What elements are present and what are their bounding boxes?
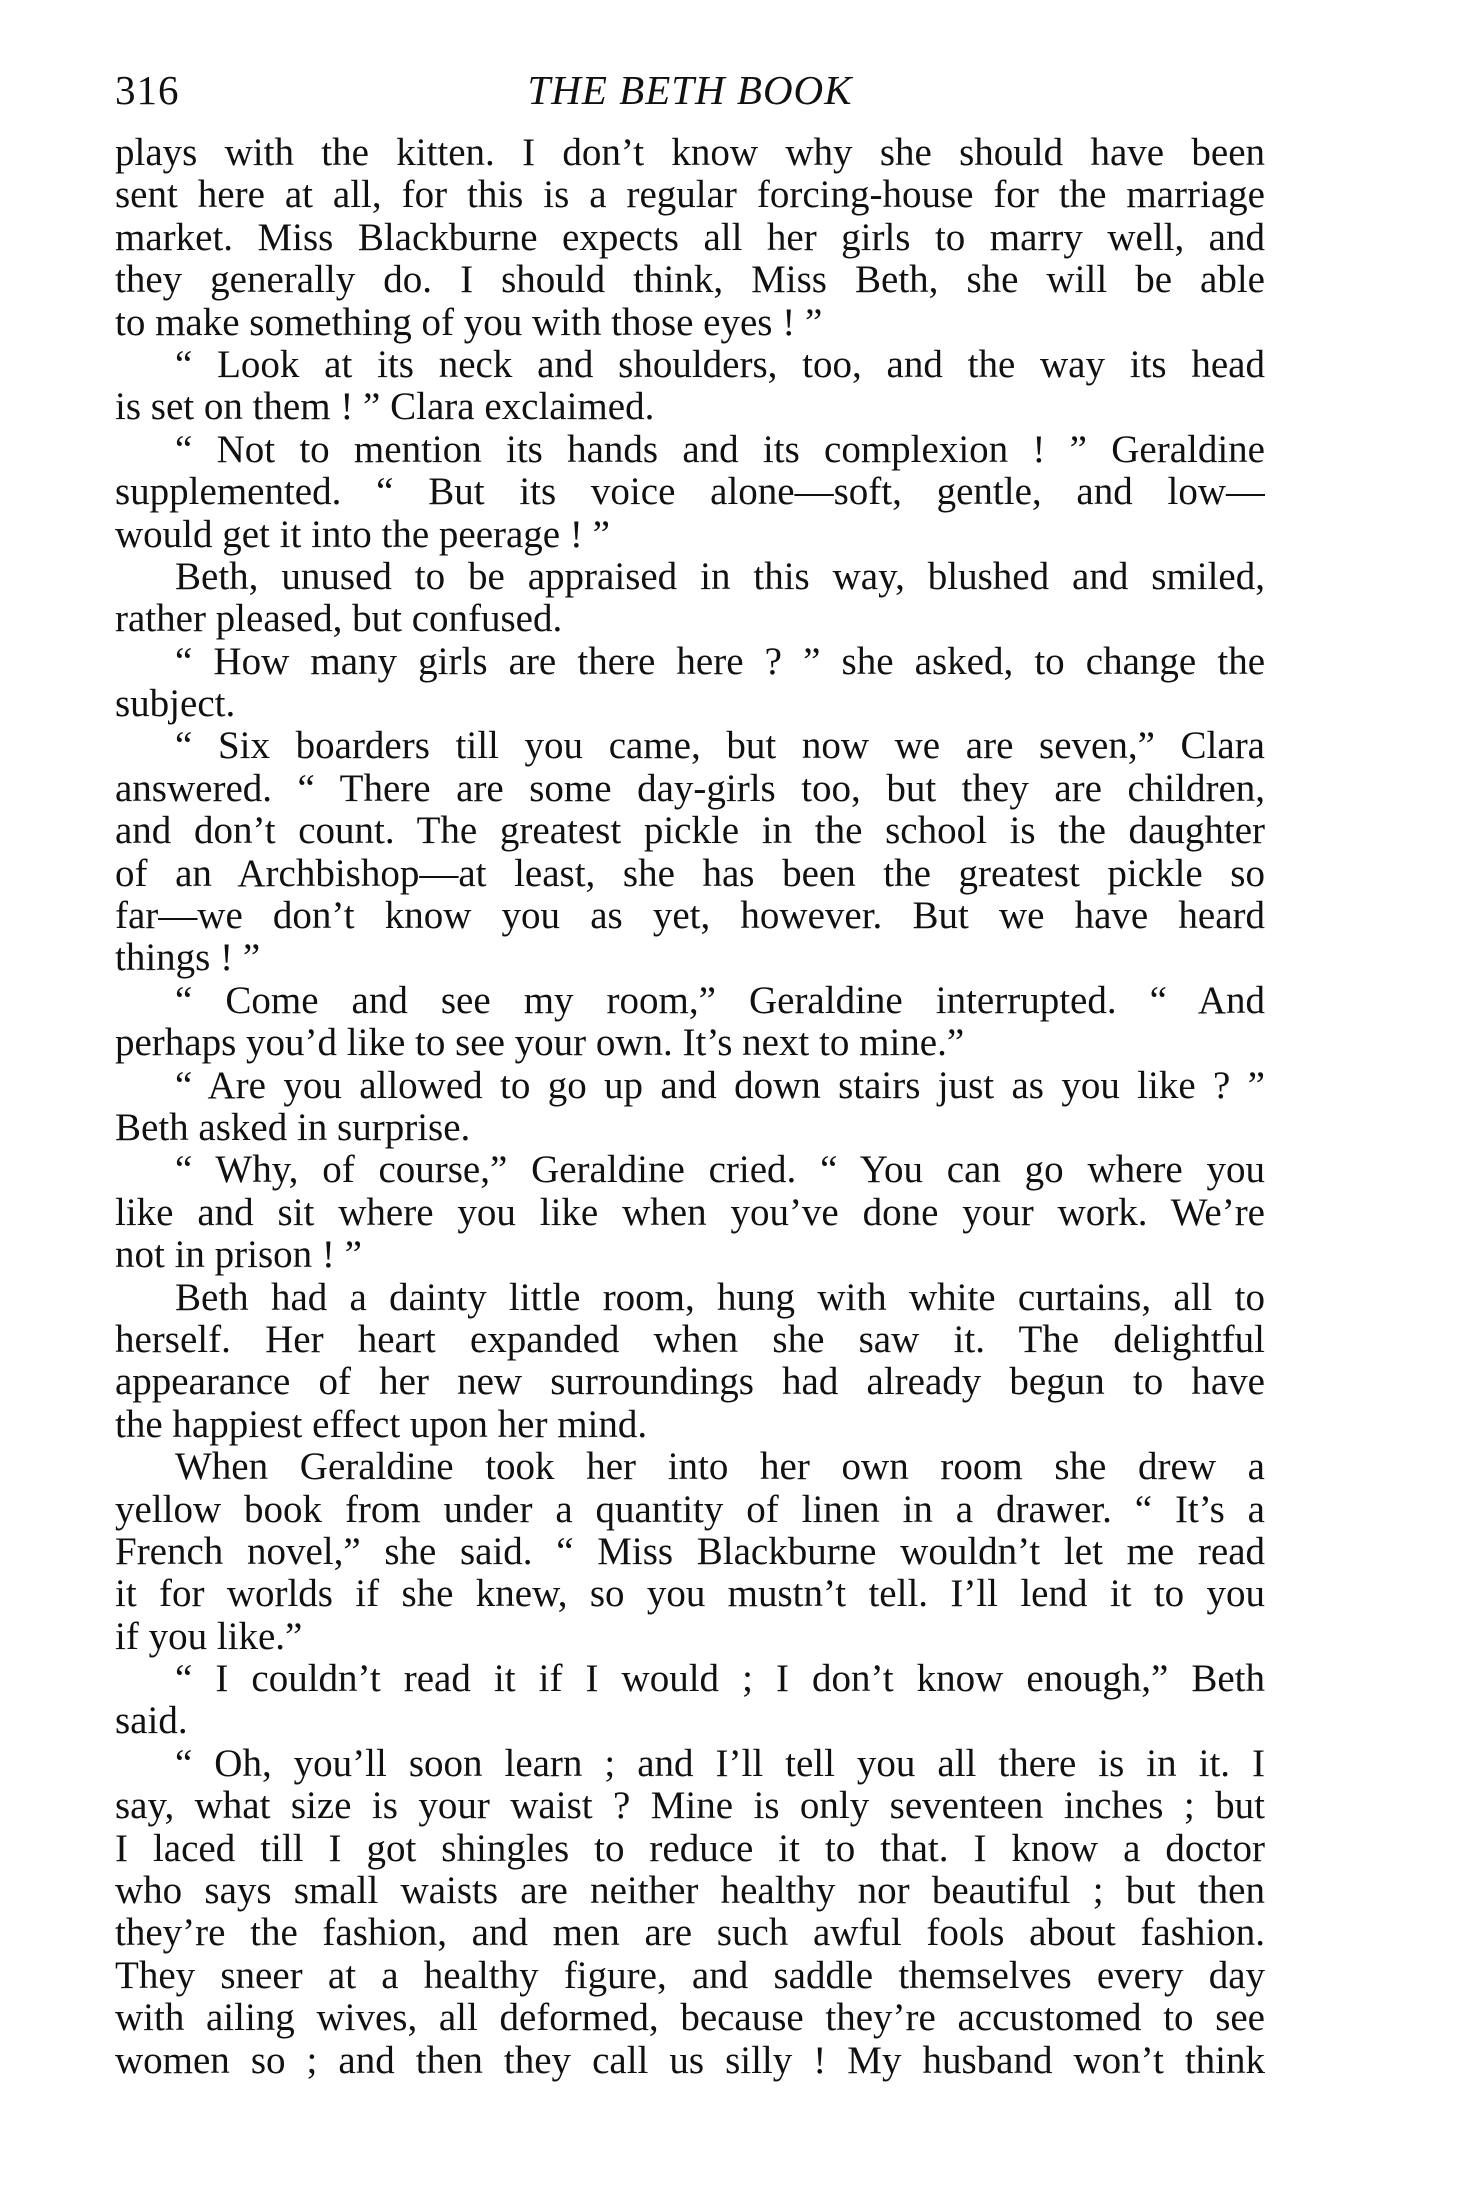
text-line: not in prison ! ” (115, 1234, 362, 1277)
text-line: “ Come and see my room,” Geraldine interrupted. “ And (175, 979, 1265, 1022)
text-line: “ Oh, you’ll soon learn ; and I’ll tell you all there is in it. I (175, 1742, 1265, 1785)
text-line: answered. “ There are some day-girls too, but they are children, (115, 767, 1265, 810)
running-title: THE BETH BOOK (527, 67, 853, 113)
text-line: if you like.” (115, 1615, 303, 1658)
text-line: and don’t count. The greatest pickle in the school is the daughter (115, 810, 1265, 853)
text-line: plays with the kitten. I don’t know why she should have been (115, 132, 1265, 174)
text-line: market. Miss Blackburne expects all her girls to marry well, and (115, 216, 1265, 259)
page-number: 316 (115, 67, 180, 113)
text-line: “ Not to mention its hands and its complexion ! ” Geraldine (175, 428, 1265, 471)
text-line: herself. Her heart expanded when she saw it. The delightful (115, 1318, 1265, 1361)
text-line: said. (115, 1700, 188, 1743)
text-line: they’re the fashion, and men are such awful fools about fashion. (115, 1912, 1265, 1955)
text-line: “ Six boarders till you came, but now we are seven,” Clara (175, 725, 1265, 768)
text-line: rather pleased, but confused. (115, 598, 563, 641)
text-line: say, what size is your waist ? Mine is only seventeen inches ; but (115, 1785, 1265, 1828)
text-line: “ Are you allowed to go up and down stairs just as you like ? ” (175, 1064, 1265, 1107)
text-line: supplemented. “ But its voice alone—soft, gentle, and low— (115, 471, 1265, 514)
running-head (115, 62, 1265, 122)
text-line: sent here at all, for this is a regular forcing-house for the marriage (115, 174, 1265, 217)
book-page (115, 62, 1265, 2082)
text-line: “ I couldn’t read it if I would ; I don’t know enough,” Beth (175, 1658, 1265, 1701)
text-line: to make something of you with those eyes ! ” (115, 301, 823, 344)
text-line: I laced till I got shingles to reduce it to that. I know a doctor (115, 1827, 1265, 1870)
text-line: with ailing wives, all deformed, because they’re accustomed to see (115, 1997, 1265, 2040)
text-line: women so ; and then they call us silly ! My husband won’t think (115, 2039, 1265, 2082)
text-line: They sneer at a healthy figure, and saddle themselves every day (115, 1954, 1265, 1997)
text-line: is set on them ! ” Clara exclaimed. (115, 386, 655, 429)
text-line: things ! ” (115, 937, 261, 980)
text-line: When Geraldine took her into her own room she drew a (175, 1446, 1265, 1489)
text-line: yellow book from under a quantity of linen in a drawer. “ It’s a (115, 1488, 1265, 1531)
text-line: would get it into the peerage ! ” (115, 513, 610, 556)
text-line: “ Look at its neck and shoulders, too, and the way its head (175, 343, 1265, 386)
body-text (115, 132, 1265, 2082)
text-line: far—we don’t know you as yet, however. But we have heard (115, 895, 1265, 938)
text-line: subject. (115, 683, 236, 726)
text-line: French novel,” she said. “ Miss Blackburne wouldn’t let me read (115, 1530, 1265, 1573)
text-line: like and sit where you like when you’ve done your work. We’re (115, 1191, 1265, 1234)
text-line: Beth asked in surprise. (115, 1106, 471, 1149)
text-line: “ How many girls are there here ? ” she asked, to change the (175, 640, 1265, 683)
text-line: appearance of her new surroundings had already begun to have (115, 1361, 1265, 1404)
text-line: who says small waists are neither healthy nor beautiful ; but then (115, 1870, 1265, 1913)
text-line: it for worlds if she knew, so you mustn’t tell. I’ll lend it to you (115, 1573, 1265, 1616)
text-line: the happiest effect upon her mind. (115, 1403, 648, 1446)
text-line: Beth had a dainty little room, hung with white curtains, all to (175, 1276, 1265, 1319)
text-line: Beth, unused to be appraised in this way, blushed and smiled, (175, 555, 1265, 598)
text-line: perhaps you’d like to see your own. It’s next to mine.” (115, 1022, 965, 1065)
text-line: of an Archbishop—at least, she has been the greatest pickle so (115, 852, 1265, 895)
text-line: they generally do. I should think, Miss Beth, she will be able (115, 259, 1265, 302)
text-line: “ Why, of course,” Geraldine cried. “ You can go where you (175, 1149, 1265, 1192)
